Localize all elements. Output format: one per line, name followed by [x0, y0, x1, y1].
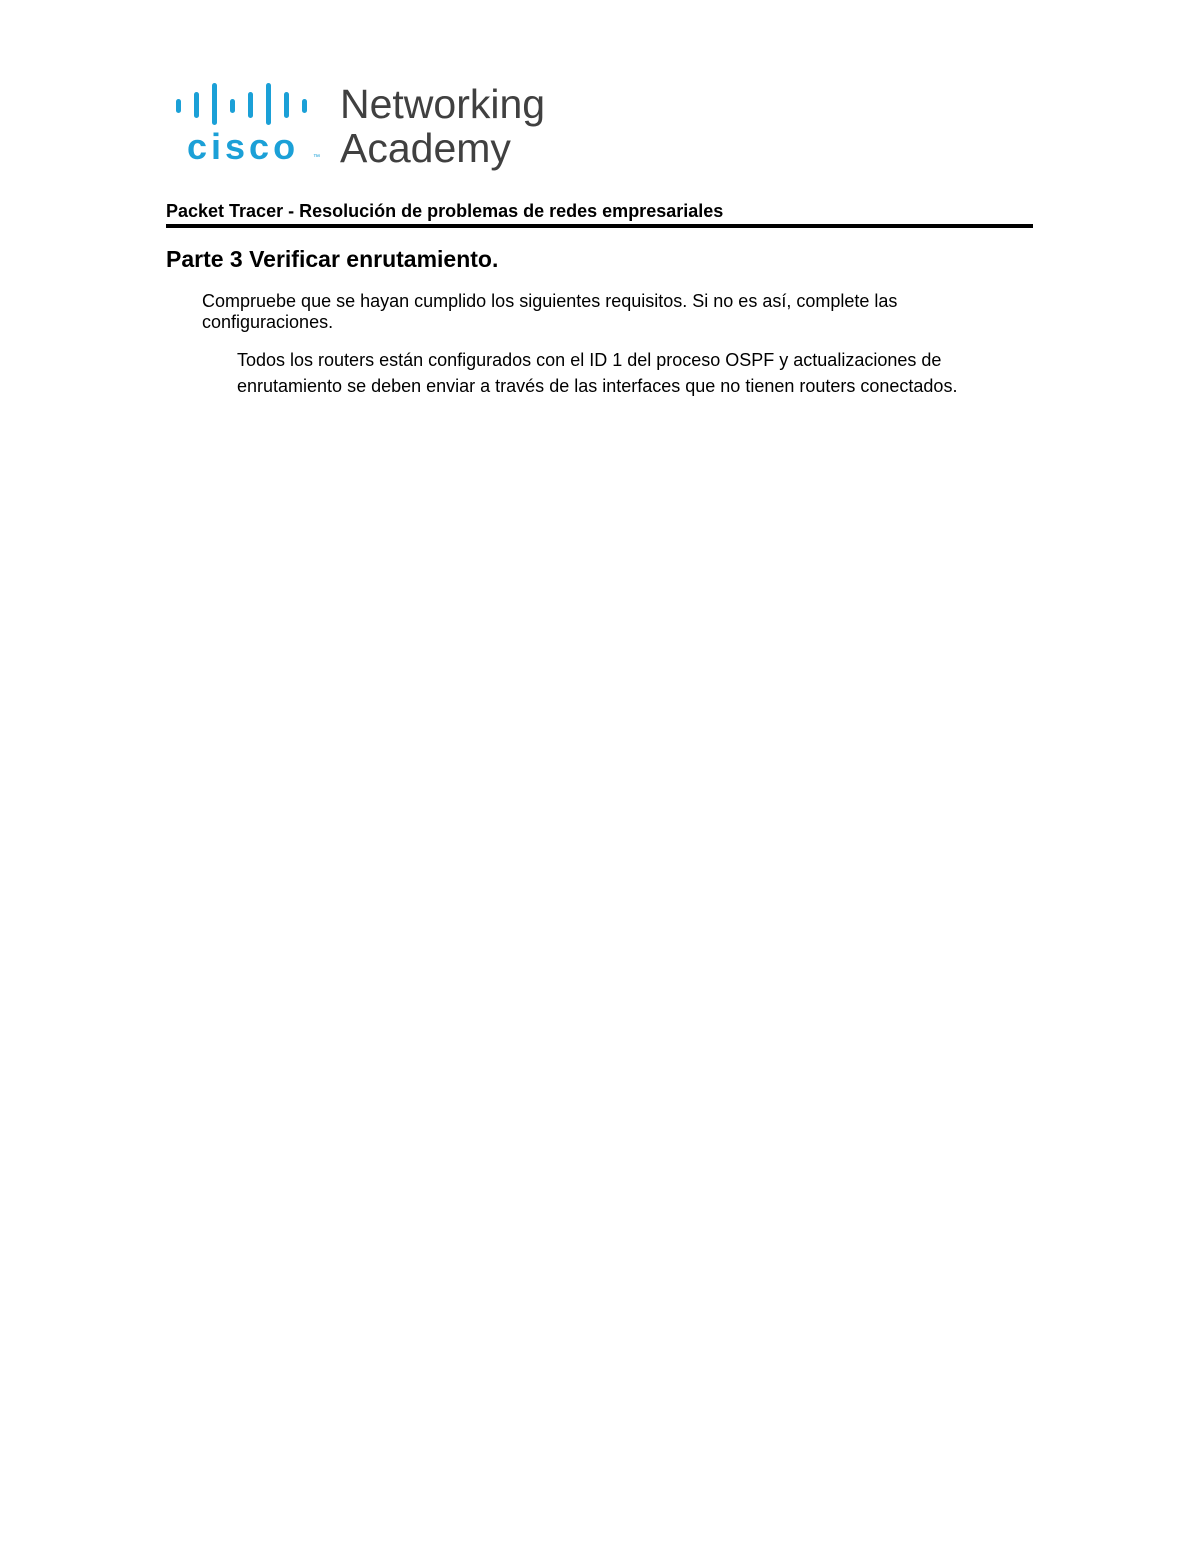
cisco-bars-icon	[174, 82, 322, 126]
cisco-wordmark: cisco	[187, 126, 300, 167]
logo-academy-text: Academy	[340, 125, 511, 171]
logo-networking-text: Networking	[340, 81, 546, 127]
part-title: Parte 3 Verificar enrutamiento.	[166, 246, 499, 272]
trademark-mark: ™	[313, 154, 320, 161]
document-header: Packet Tracer - Resolución de problemas de redes empresariales	[166, 201, 724, 221]
header-divider	[166, 224, 1033, 228]
intro-paragraph: Compruebe que se hayan cumplido los siguientes requisitos. Si no es así, complete las configuraciones.	[202, 291, 898, 332]
requirement-item: Todos los routers están configurados con el ID 1 del proceso OSPF y actualizaciones de enrutamiento se deben enviar a través de las interfaces que no tienen routers conectados.	[237, 350, 958, 396]
cisco-networking-academy-logo	[174, 82, 574, 172]
